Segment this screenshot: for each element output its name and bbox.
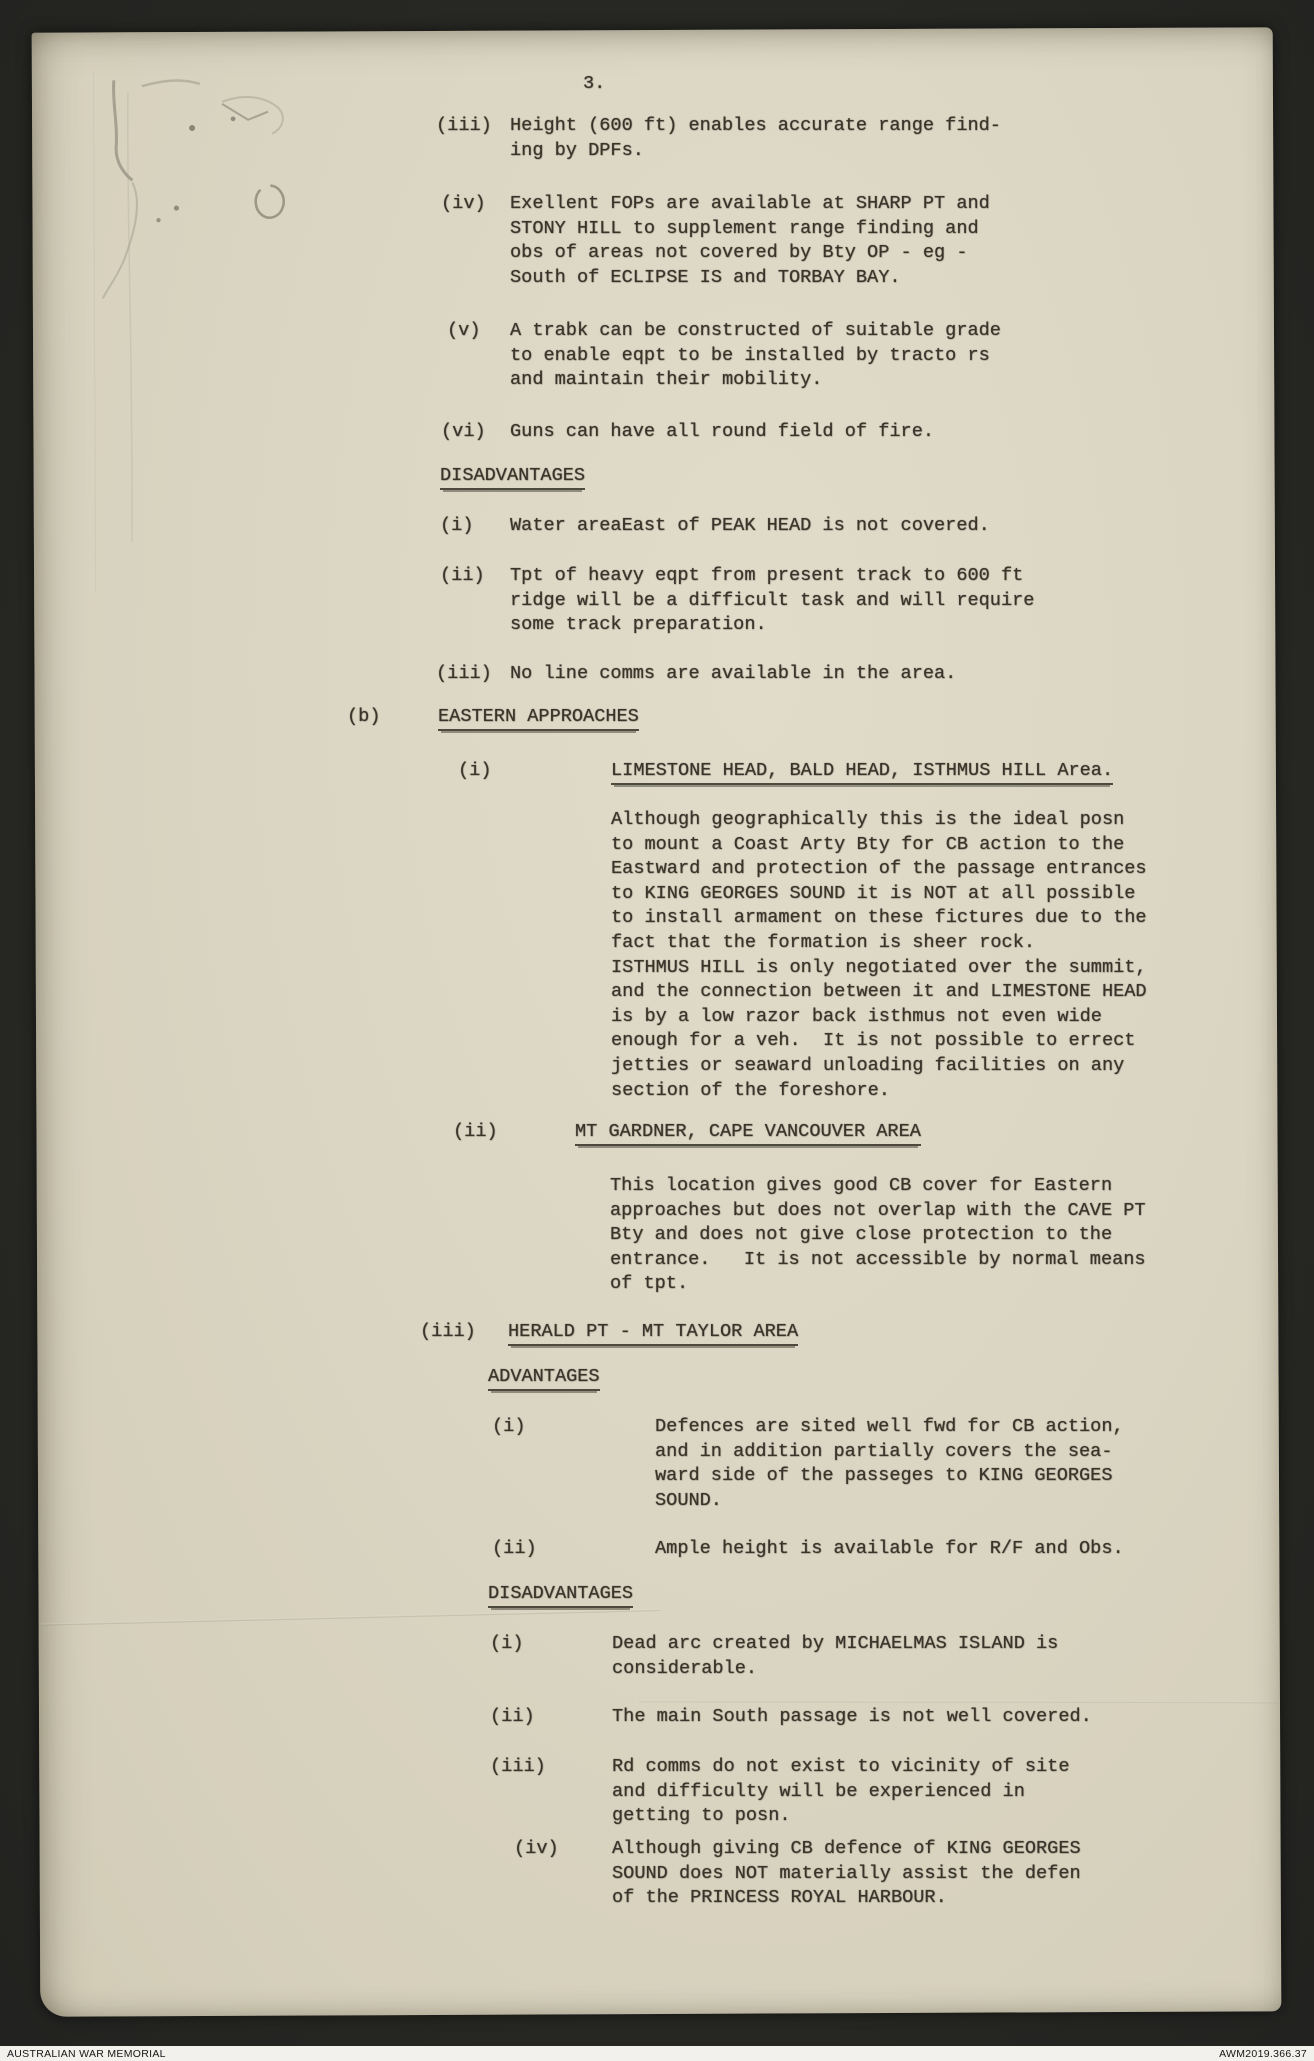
archive-institution-label: AUSTRALIAN WAR MEMORIAL [7,2047,166,2060]
typed-line: 3. [583,73,606,94]
item-a-vi-label: (vi) [441,421,486,442]
typed-line: Tpt of heavy eqpt from present track to 600 ft [510,565,1024,586]
archive-bar [0,2046,1314,2061]
heading-b-i-label: (i) [458,760,492,781]
item-adv-ii [655,1537,1124,1562]
typed-line: obs of areas not covered by Bty OP - eg - [510,242,968,264]
page-number [583,72,605,97]
item-adv-i [655,1415,1124,1513]
item-a-iv-label: (iv) [441,193,486,214]
typed-line: some track preparation. [510,614,767,636]
typed-line: Height (600 ft) enables accurate range find- [510,115,1001,136]
typed-line: is by a low razor back isthmus not even wide [611,1005,1102,1027]
typed-line: Guns can have all round field of fire. [510,421,935,442]
typed-line: HERALD PT - MT TAYLOR AREA [508,1320,798,1345]
typed-line: entrance. It is not accessible by normal means [610,1248,1146,1270]
item-a-iv [510,192,990,290]
item-dis-iii-label: (iii) [490,1756,546,1777]
typed-line: jetties or seaward unloading facilities on any [611,1054,1125,1076]
typed-line: No line comms are available in the area. [510,663,957,684]
item-adv-i-label: (i) [492,1416,526,1437]
heading-b-iii-label: (iii) [420,1321,476,1342]
item-a-iii [510,114,1001,163]
typed-line: Defences are sited well fwd for CB action, [655,1416,1124,1437]
item-dis-ii [612,1705,1092,1730]
item-a-vi [510,420,934,445]
marker-b [347,705,380,730]
item-dis-iv-label: (iv) [514,1838,559,1859]
heading-advantages [488,1365,600,1390]
typed-line: (b) [347,706,381,727]
typed-line: This location gives good CB cover for Eastern [610,1175,1113,1196]
heading-disadvantages-east [488,1582,633,1607]
typed-line: and in addition partially covers the sea- [655,1440,1113,1462]
heading-b-i [611,759,1113,784]
typed-line: A trabk can be constructed of suitable grade [510,320,1001,341]
typed-line: section of the foreshore. [611,1079,890,1101]
typed-line: SOUND. [655,1489,722,1511]
item-dw-i [510,514,990,539]
typed-line: Although geographically this is the ideal posn [611,809,1125,830]
crease-line [41,1609,661,1626]
typed-line: Although giving CB defence of KING GEORGES [612,1838,1081,1859]
typed-line: STONY HILL to supplement range finding and [510,217,979,239]
item-dw-ii [510,564,1034,638]
typed-line: SOUND does NOT materially assist the defen [612,1862,1081,1884]
typed-line: and difficulty will be experienced in [612,1780,1025,1802]
item-dw-i-label: (i) [440,515,474,536]
item-adv-ii-label: (ii) [492,1538,537,1559]
typed-line: to KING GEORGES SOUND it is NOT at all possible [611,882,1136,904]
typed-line: of tpt. [610,1273,689,1295]
typed-line: fact that the formation is sheer rock. [611,931,1036,953]
heading-b-ii-label: (ii) [453,1121,498,1142]
item-a-v-label: (v) [447,320,481,341]
typed-line: Exellent FOPs are available at SHARP PT and [510,193,990,214]
typed-line: getting to posn. [612,1805,791,1827]
typed-line: to mount a Coast Arty Bty for CB action to the [611,833,1125,855]
typed-line: Water areaEast of PEAK HEAD is not covered. [510,515,990,536]
typed-line: Eastward and protection of the passage entrances [611,858,1147,880]
item-dw-iii-label: (iii) [436,663,492,684]
typed-line: MT GARDNER, CAPE VANCOUVER AREA [575,1120,921,1145]
typed-line: South of ECLIPSE IS and TORBAY BAY. [510,266,901,288]
heading-b-iii [508,1320,798,1345]
typed-line: ISTHMUS HILL is only negotiated over the summit, [611,956,1147,978]
item-dis-i [612,1632,1058,1681]
item-dis-ii-label: (ii) [490,1706,535,1727]
typed-line: DISADVANTAGES [488,1582,633,1607]
typed-line: LIMESTONE HEAD, BALD HEAD, ISTHMUS HILL Area. [611,759,1113,784]
pencil-marks [72,61,394,582]
item-dis-iv [612,1837,1081,1911]
typed-line: ADVANTAGES [488,1365,600,1390]
typed-line: to install armament on these fictures due to the [611,907,1147,929]
typed-line: ridge will be a difficult task and will require [510,589,1035,611]
item-a-v [510,319,1001,393]
typed-line: ing by DPFs. [510,139,644,161]
para-b-i [611,808,1147,1103]
crease-line [639,1700,1279,1703]
typed-line: to enable eqpt to be installed by tracto rs [510,344,990,366]
typed-line: approaches but does not overlap with the CAVE PT [610,1199,1146,1221]
typed-line: Bty and does not give close protection to the [610,1224,1113,1246]
crease-line [92,72,96,592]
typed-line: The main South passage is not well covered. [612,1706,1092,1727]
typed-line: considerable. [612,1657,758,1679]
item-dis-i-label: (i) [490,1633,524,1654]
typed-line: Rd comms do not exist to vicinity of site [612,1756,1070,1777]
item-dw-iii [510,662,956,687]
item-dw-ii-label: (ii) [440,565,485,586]
heading-b-ii [575,1120,921,1145]
typed-line: EASTERN APPROACHES [438,705,639,730]
item-a-iii-label: (iii) [436,115,492,136]
typed-line: ward side of the passeges to KING GEORGES [655,1465,1113,1487]
heading-disadvantages-west [440,464,585,489]
para-b-ii [610,1174,1146,1297]
typed-line: Dead arc created by MICHAELMAS ISLAND is [612,1633,1059,1654]
typed-line: Ample height is available for R/F and Obs. [655,1538,1124,1559]
typed-line: of the PRINCESS ROYAL HARBOUR. [612,1887,947,1909]
item-dis-iii [612,1755,1069,1829]
typed-line: and the connection between it and LIMESTONE HEAD [611,981,1147,1003]
typed-line: DISADVANTAGES [440,464,585,489]
archive-accession-number: AWM2019.366.37 [1219,2047,1307,2060]
typed-line: and maintain their mobility. [510,369,823,391]
heading-eastern-approaches [438,705,639,730]
typed-line: enough for a veh. It is not possible to errect [611,1030,1136,1052]
